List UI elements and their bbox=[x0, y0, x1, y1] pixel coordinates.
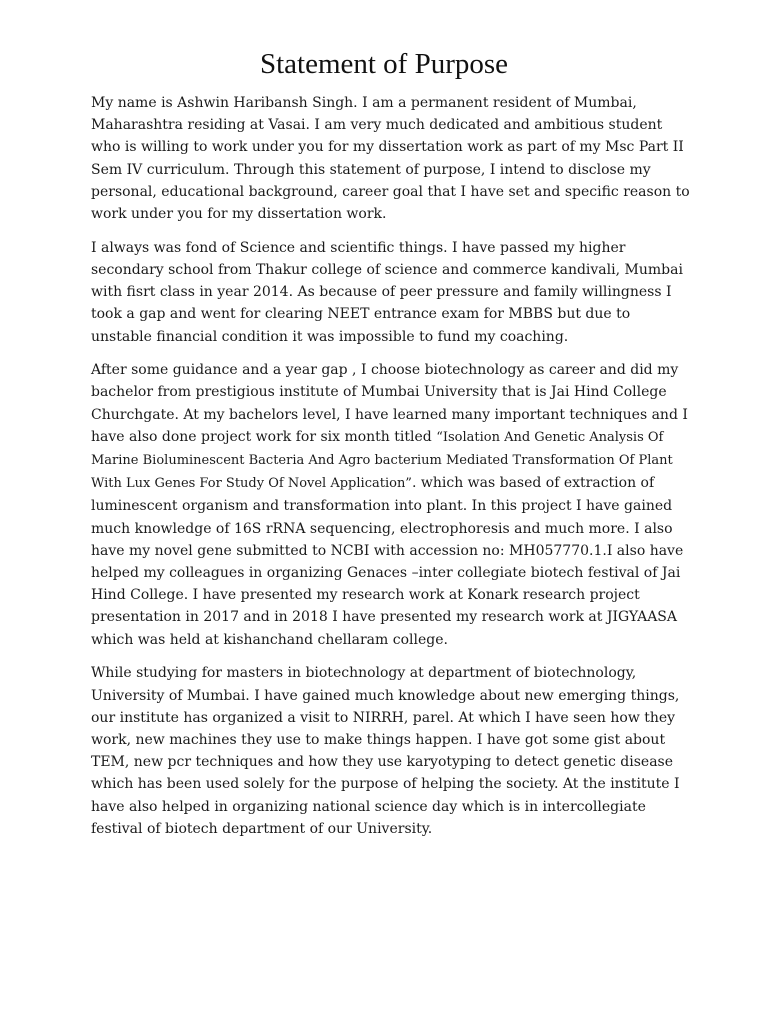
paragraph-masters: While studying for masters in biotechnology at department of biotechnology, University of Mumbai. I have gained much knowledge about new emerging things, our institute has organized a visit to NIRRH, parel. At which I have seen how they work, new machines they use to make things happen. I have got some gist about TEM, new pcr techniques and how they use karyotyping to detect genetic disease which has been used solely for the purpose of helping the society. At the institute I have also helped in organizing national science day which is in intercollegiate festival of biotech department of our University. bbox=[91, 665, 680, 837]
paragraph-introduction: My name is Ashwin Haribansh Singh. I am a permanent resident of Mumbai, Maharashtra residing at Vasai. I am very much dedicated and ambitious student who is willing to work under you for my dissertation work as part of my Msc Part II Sem IV curriculum. Through this statement of purpose, I intend to disclose my personal, educational background, career goal that I have set and specific reason to work under you for my dissertation work. bbox=[91, 95, 690, 223]
page-title: Statement of Purpose bbox=[259, 48, 509, 80]
paragraph-education: I always was fond of Science and scientific things. I have passed my higher secondary school from Thakur college of science and commerce kandivali, Mumbai with fisrt class in year 2014. As because of peer pressure and family willingness I took a gap and went for clearing NEET entrance exam for MBBS but due to unstable financial condition it was impossible to fund my coaching. bbox=[91, 239, 683, 345]
document-body bbox=[91, 92, 691, 852]
paragraph-bachelors-part1: After some guidance and a year gap , I choose biotechnology as career and did my bachelor from prestigious institute of Mumbai University that is Jai Hind College Churchgate. At my bachelors level, I have learned many important techniques and I have also done project work for six month titled bbox=[91, 362, 688, 445]
project-title: “Isolation And Genetic Analysis Of Marine Bioluminescent Bacteria And Agro bacterium Mediated Transformation Of Plant With Lux Genes For Study Of Novel Application” bbox=[91, 429, 673, 492]
paragraph-bachelors-part2: . which was based of extraction of luminescent organism and transformation into plant. In this project I have gained much knowledge of 16S rRNA sequencing, electrophoresis and much more. I also have my novel gene submitted to NCBI with accession no: MH057770.1.I also have helped my colleagues in organizing Genaces –inter collegiate biotech festival of Jai Hind College. I have presented my research work at Konark research project presentation in 2017 and in 2018 I have presented my research work at JIGYAASA which was held at kishanchand chellaram college. bbox=[91, 475, 684, 648]
paragraph-bachelors bbox=[91, 359, 691, 651]
